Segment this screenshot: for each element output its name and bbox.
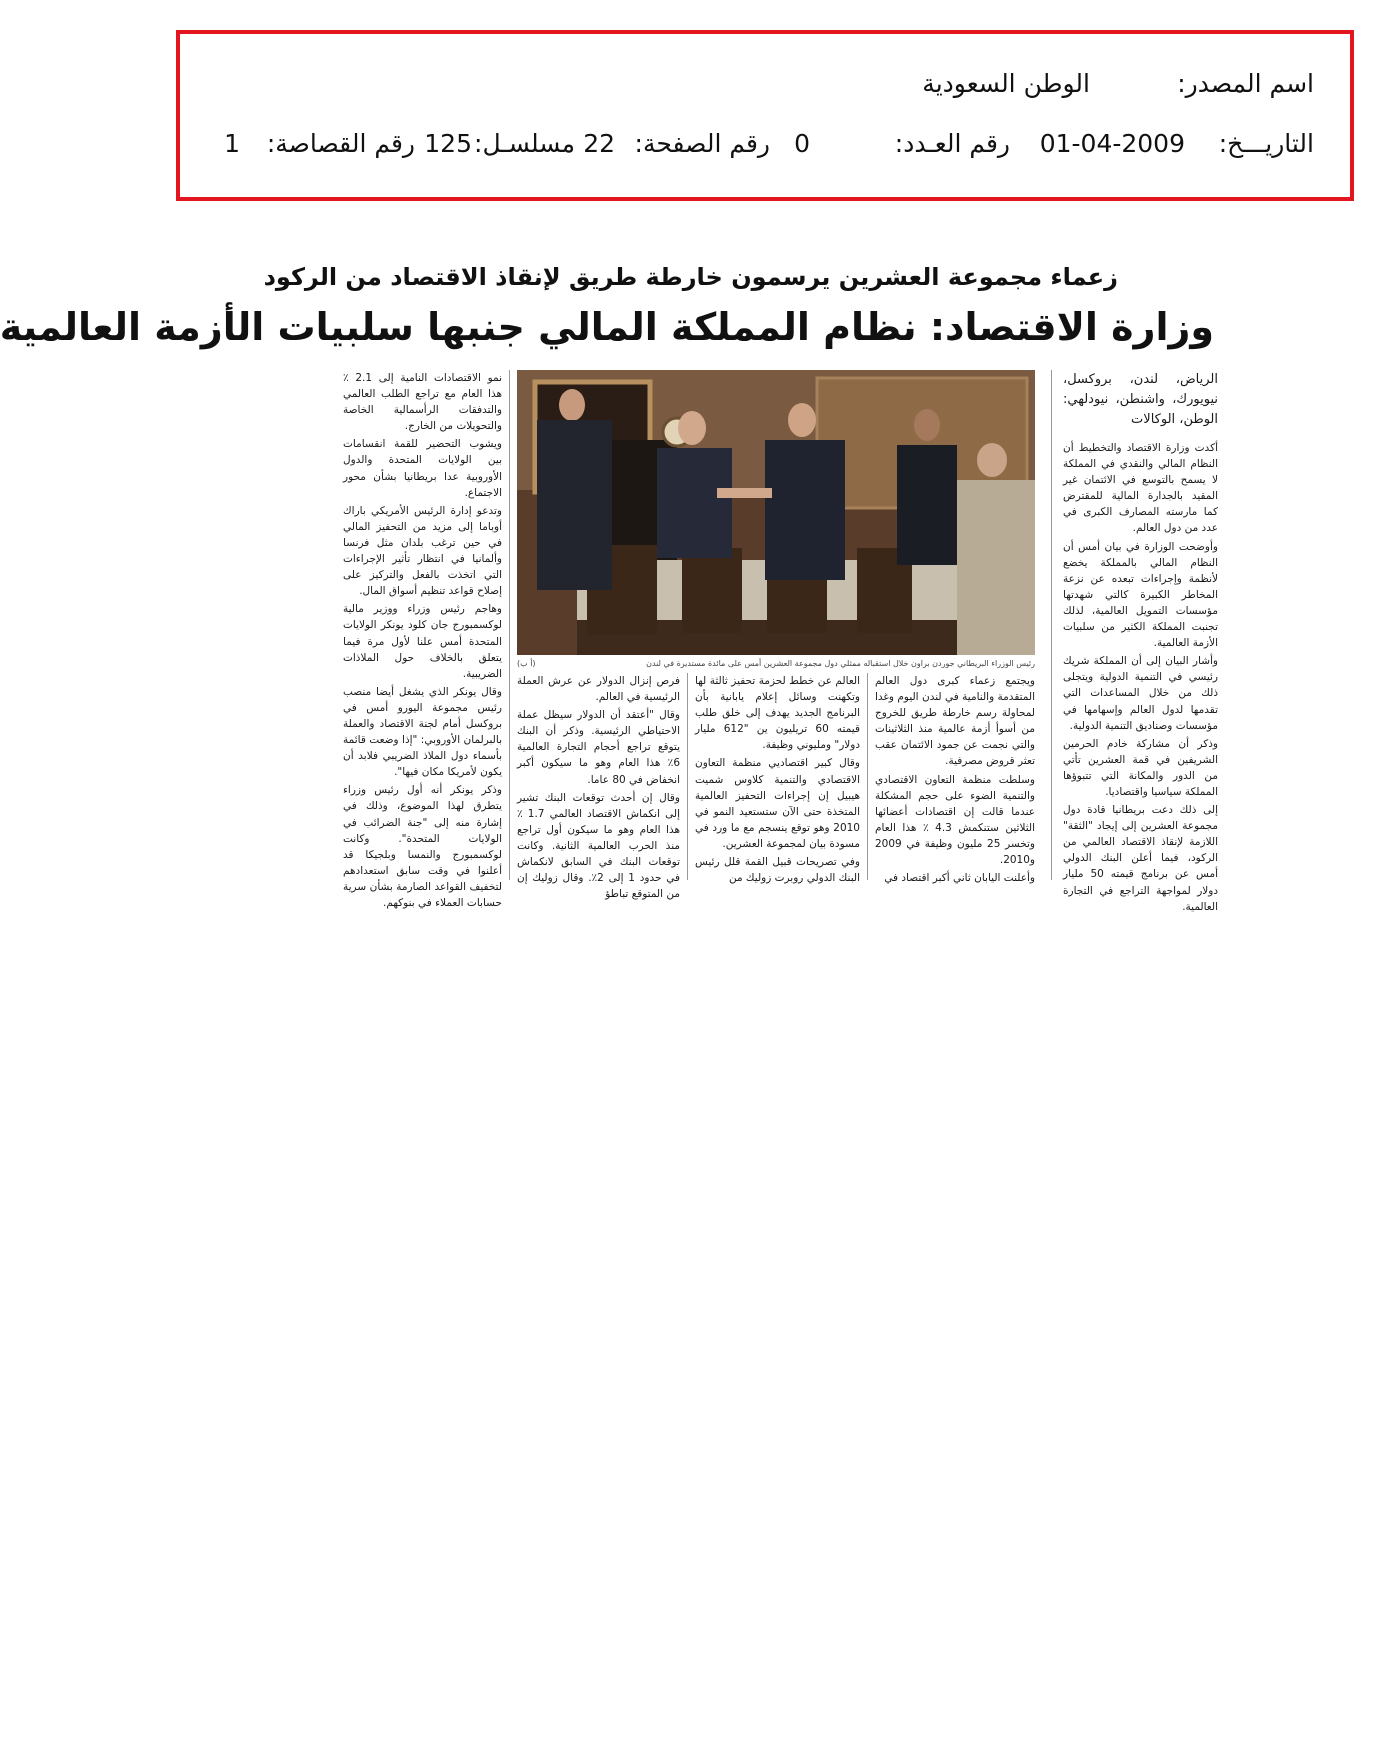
clipping-value: 1: [224, 129, 240, 158]
source-label: اسم المصدر:: [1177, 69, 1314, 98]
paragraph: فرص إنزال الدولار عن عرش العملة الرئيسية في العالم.: [517, 675, 680, 704]
serial-value: 125: [424, 129, 472, 158]
paragraph: وذكر أن مشاركة خادم الحرمين الشريفين في قمة العشرين تأتي من الدور والمكانة التي تتبوؤها المملكة سياسيا واقتصاديا.: [1063, 737, 1218, 798]
paragraph: نمو الاقتصادات النامية إلى 2.1 ٪ هذا العام مع تراجع الطلب العالمي والتدفقات الرأسمالية الخاصة والتحويلات من الخارج.: [343, 372, 502, 433]
clipping-meta-box: [176, 30, 1354, 201]
column-divider: [1051, 370, 1052, 880]
clipping-label: رقم القصاصة:: [266, 129, 415, 158]
paragraph: وتدعو إدارة الرئيس الأمريكي باراك أوباما إلى مزيد من التحفيز المالي في حين ترغب بلدان مثل فرنسا وألمانيا في انتظار تأثير الإجراءات التي اتخذت بالفعل والتركيز على إصلاح قواعد تنظيم أسواق المال.: [343, 504, 502, 598]
photo-caption-text: رئيس الوزراء البريطاني جوردن براون خلال استقباله ممثلي دول مجموعة العشرين أمس على مائدة مستديرة في لندن: [646, 659, 1035, 668]
source-value: الوطن السعودية: [922, 69, 1090, 98]
paragraph: وأوضحت الوزارة في بيان أمس أن النظام المالي بالمملكة يخضع لأنظمة وإجراءات تبعده عن نزعة المخاطر الكبيرة كالتي شهدتها مؤسسات التمويل العالمية، لذلك تجنبت المملكة الكثير من سلبيات الأزمة العالمية.: [1063, 540, 1218, 650]
paragraph: ويجتمع زعماء كبرى دول العالم المتقدمة والنامية في لندن اليوم وغدا لمحاولة رسم خارطة طريق للخروج من أسوأ أزمة عالمية منذ الثلاثينات والتي نجمت عن جمود الائتمان عقب تعثر قروض مصرفية.: [875, 675, 1035, 768]
meta-row-source: [180, 64, 1350, 108]
paragraph: وهاجم رئيس وزراء ووزير مالية لوكسمبورج جان كلود يونكر الولايات المتحدة أمس علنا لأول مرة فيما يتعلق بالخلاف حول الملاذات الضريبية.: [343, 603, 502, 680]
serial-label: مسلسـل:: [474, 129, 575, 158]
paragraph: أكدت وزارة الاقتصاد والتخطيط أن النظام المالي والنقدي في المملكة لا يسمح بالتوسع في الائتمان غير المقيد بالجدارة المالية للمقترض كما مارسته المصارف الكبرى في عدد من دول العالم.: [1063, 442, 1218, 535]
paragraph: وقال كبير اقتصاديي منظمة التعاون الاقتصادي والتنمية كلاوس شميت هيبيل إن إجراءات التحفيز العالمية المتخذة حتى الآن ستستعيد النمو في 2010 وهو توقع ينسجم مع ما ورد في مسودة بيان لمجموعة العشرين.: [695, 757, 860, 850]
paragraph: ويشوب التحضير للقمة انقسامات بين الولايات المتحدة والدول الأوروبية عدا بريطانيا بشأن محور الاجتماع.: [343, 438, 502, 499]
article-column-3: [695, 673, 860, 885]
page-label: رقم الصفحة:: [634, 129, 770, 158]
paragraph: إلى ذلك دعت بريطانيا قادة دول مجموعة العشرين إلى إيجاد "الثقة" اللازمة لإنقاذ الاقتصاد العالمي من الركود، فيما أعلن البنك الدولي أمس عن برنامج قيمته 50 مليار دولار لمواجهة التراجع في التجارة العالمية.: [1063, 804, 1218, 913]
paragraph: وقال "أعتقد أن الدولار سيظل عملة الاحتياطي الرئيسية. وذكر أن البنك يتوقع تراجع أحجام التجارة العالمية 6٪ هذا العام وهو ما سيكون أكبر انخفاض في 80 عاما.: [517, 709, 680, 786]
page-value: 22: [583, 129, 615, 158]
column-divider: [687, 673, 688, 880]
paragraph: وأعلنت اليابان ثاني أكبر اقتصاد في: [884, 872, 1035, 885]
issue-label: رقم العـدد:: [894, 129, 1010, 158]
photo-credit: (أ ب): [517, 659, 536, 668]
paragraph: وأشار البيان إلى أن المملكة شريك رئيسي في التنمية الدولية ويتجلى ذلك من خلال المساعدات التي تقدمها لدول العالم وإسهامها في مؤسسات وصناديق التنمية الدولية.: [1063, 655, 1218, 732]
photo-caption: [517, 658, 1035, 670]
column-divider: [509, 370, 510, 880]
photo-illustration: [517, 370, 1035, 655]
date-label: التاريـــخ:: [1218, 129, 1314, 158]
paragraph: العالم عن خطط لحزمة تحفيز ثالثة لها وتكهنت وسائل إعلام يابانية بأن البرنامج الجديد يهدف إلى خلق طلب قيمته 60 تريليون ين "612 مليار دولار" ومليوني وظيفة.: [695, 675, 860, 752]
article-headline: وزارة الاقتصاد: نظام المملكة المالي جنبها سلبيات الأزمة العالمية: [0, 305, 1214, 349]
paragraph: وذكر يونكر أنه أول رئيس وزراء يتطرق لهذا الموضوع، وذلك في إشارة منه إلى "جنة الضرائب في الولايات المتحدة". وكانت لوكسمبورج والنمسا وبلجيكا قد أعلنوا في وقت سابق استعدادهم لتخفيف القواعد الصارمة بشأن سرية حسابات العملاء في بنوكهم.: [343, 784, 502, 909]
article-kicker: زعماء مجموعة العشرين يرسمون خارطة طريق لإنقاذ الاقتصاد من الركود: [263, 263, 1118, 291]
paragraph: وسلطت منظمة التعاون الاقتصادي والتنمية الضوء على حجم المشكلة عندما قالت إن اقتصادات أعضائها الثلاثين ستنكمش 4.3 ٪ هذا العام وتخسر 25 مليون وظيفة في 2009 و2010.: [875, 773, 1036, 867]
article-dateline: الرياض، لندن، بروكسل، نيويورك، واشنطن، نيودلهي: الوطن، الوكالات: [1063, 372, 1218, 427]
paragraph: وقال يونكر الذي يشغل أيضا منصب رئيس مجموعة اليورو أمس في بروكسل أمام لجنة الاقتصاد والعملة بالبرلمان الأوروبي: "إذا وضعت قائمة بأسماء دول الملاذ الضريبي فلابد أن يكون لأمريكا مكان فيها".: [343, 685, 502, 779]
article-column-1: [1063, 440, 1218, 913]
paragraph: وفي تصريحات قبيل القمة قلل رئيس البنك الدولي روبرت زوليك من: [695, 856, 860, 885]
newspaper-clipping: [0, 245, 1218, 913]
article-column-5: [343, 370, 502, 909]
meta-row-details: [180, 124, 1350, 168]
issue-value: 0: [794, 129, 810, 158]
article-column-4: [517, 673, 681, 901]
article-column-2: [875, 673, 1036, 885]
g20-meeting-photo: [517, 370, 1035, 655]
paragraph: وقال إن أحدث توقعات البنك تشير إلى انكماش الاقتصاد العالمي 1.7 ٪ هذا العام وهو ما سيكون أول تراجع منذ الحرب العالمية الثانية. وكانت توقعات البنك في السابق لانكماش في حدود 1 إلى 2٪. وقال زوليك إن من المتوقع تباطؤ: [517, 791, 681, 901]
column-divider: [867, 673, 868, 880]
date-value: 01-04-2009: [1039, 129, 1185, 158]
